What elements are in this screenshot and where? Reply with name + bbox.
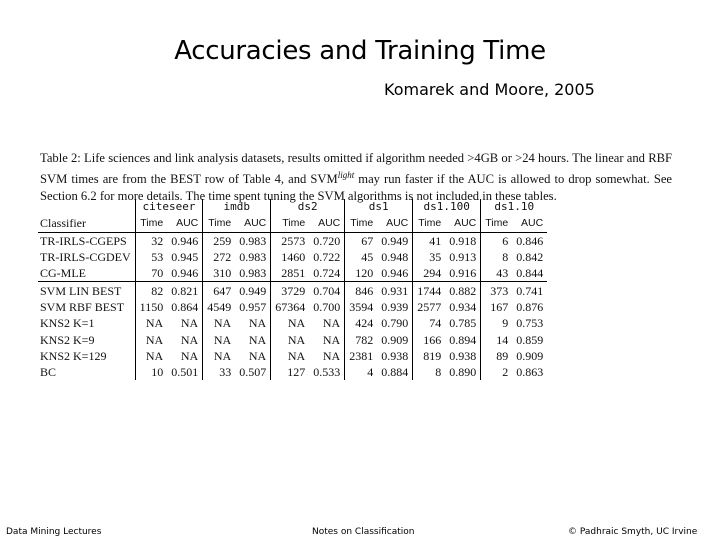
column-header-auc: AUC: [512, 215, 547, 232]
time-cell: NA: [203, 315, 236, 331]
time-cell: 2573: [271, 232, 310, 249]
time-cell: 4549: [203, 299, 236, 315]
time-cell: 127: [271, 364, 310, 380]
auc-cell: 0.864: [171, 299, 199, 314]
time-cell: 45: [345, 249, 378, 265]
time-cell: 2851: [271, 265, 310, 282]
time-cell: 294: [413, 265, 446, 282]
time-cell: 43: [481, 265, 512, 282]
time-cell: 166: [413, 331, 446, 347]
auc-cell: 0.913: [449, 250, 477, 265]
auc-cell: NA: [322, 348, 341, 363]
classifier-name: BC: [40, 365, 57, 380]
auc-cell: 0.983: [239, 233, 267, 248]
time-cell: NA: [271, 315, 310, 331]
auc-cell: 0.882: [449, 283, 477, 298]
time-cell: NA: [135, 348, 167, 364]
time-cell: 4: [345, 364, 378, 380]
time-cell: 70: [135, 265, 167, 282]
auc-cell: 0.507: [239, 365, 267, 380]
column-header-auc: AUC: [377, 215, 413, 232]
time-cell: 35: [413, 249, 446, 265]
time-cell: 6: [481, 232, 512, 249]
time-cell: 67: [345, 232, 378, 249]
footer-center: Notes on Classification: [312, 527, 415, 537]
header-blank-cell: [38, 199, 135, 215]
dataset-header-ds1-10: ds1.10: [481, 199, 547, 215]
time-cell: 82: [135, 282, 167, 299]
column-header-row: [38, 215, 547, 232]
auc-cell: 0.983: [239, 250, 267, 265]
auc-cell: 0.916: [445, 265, 481, 282]
auc-cell: NA: [322, 332, 341, 347]
table-row: [38, 299, 547, 315]
column-header-time: Time: [135, 215, 167, 232]
auc-cell: 0.909: [516, 348, 544, 363]
auc-cell: 0.949: [381, 233, 409, 248]
auc-cell: 0.946: [377, 265, 413, 282]
time-cell: 1460: [271, 249, 310, 265]
auc-cell: 0.842: [516, 250, 544, 265]
auc-cell: 0.844: [512, 265, 547, 282]
time-cell: 120: [345, 265, 378, 282]
auc-cell: 0.909: [381, 332, 409, 347]
classifier-name: KNS2 K=129: [40, 348, 107, 363]
auc-cell: NA: [248, 316, 267, 331]
slide-subtitle: Komarek and Moore, 2005: [384, 80, 595, 99]
table-row: [38, 265, 547, 282]
classifier-header: Classifier: [38, 215, 135, 232]
time-cell: 1150: [135, 299, 167, 315]
time-cell: 10: [135, 364, 167, 380]
auc-cell: 0.939: [381, 299, 409, 314]
table-row: [38, 348, 547, 364]
classifier-name: CG-MLE: [38, 265, 135, 282]
table-row: [38, 315, 547, 331]
auc-cell: 0.949: [239, 283, 267, 298]
auc-cell: 0.700: [313, 299, 341, 314]
time-cell: 647: [203, 282, 236, 299]
time-cell: 3729: [271, 282, 310, 299]
auc-cell: 0.938: [381, 348, 409, 363]
slide-title: Accuracies and Training Time: [174, 36, 546, 66]
dataset-header-ds1-100: ds1.100: [413, 199, 481, 215]
dataset-header-imdb: imdb: [203, 199, 271, 215]
auc-cell: 0.934: [449, 299, 477, 314]
time-cell: 8: [481, 249, 512, 265]
time-cell: 2: [481, 364, 512, 380]
table-row: [38, 331, 547, 347]
auc-cell: NA: [322, 316, 341, 331]
auc-cell: NA: [180, 332, 199, 347]
auc-cell: 0.957: [239, 299, 267, 314]
caption-text-part1: Table 2: Life sciences and link analysis datasets, results omitted if algorithm needed >4GB or >24 hours. The linear and RBF SVM times are from the BEST row of Table 4, and SVM: [40, 151, 672, 186]
auc-cell: 0.704: [313, 283, 341, 298]
auc-cell: 0.859: [516, 332, 544, 347]
auc-cell: 0.741: [516, 283, 544, 298]
time-cell: 53: [135, 249, 167, 265]
time-cell: NA: [135, 331, 167, 347]
classifier-name: TR-IRLS-CGEPS: [40, 233, 127, 248]
time-cell: 782: [345, 331, 378, 347]
auc-cell: 0.533: [313, 365, 341, 380]
dataset-header-ds2: ds2: [271, 199, 345, 215]
time-cell: NA: [203, 348, 236, 364]
auc-cell: 0.918: [449, 233, 477, 248]
table-row: [38, 232, 547, 249]
auc-cell: 0.501: [171, 365, 199, 380]
time-cell: 41: [413, 232, 446, 249]
results-table: [38, 199, 547, 380]
caption-text-part2: may run faster if the AUC is allowed to drop somewhat. See Section 6.2 for more details. The time spent tuning the SVM algorithms is not included in these tables.: [40, 171, 672, 203]
time-cell: 9: [481, 315, 512, 331]
auc-cell: 0.946: [171, 233, 199, 248]
auc-cell: 0.722: [313, 250, 341, 265]
auc-cell: 0.894: [449, 332, 477, 347]
classifier-name: KNS2 K=1: [40, 316, 95, 331]
auc-cell: 0.821: [171, 283, 199, 298]
dataset-header-citeseer: citeseer: [135, 199, 203, 215]
results-table-body: [38, 199, 547, 380]
classifier-name: TR-IRLS-CGDEV: [40, 250, 131, 265]
time-cell: 74: [413, 315, 446, 331]
time-cell: 310: [203, 265, 236, 282]
time-cell: 1744: [413, 282, 446, 299]
auc-cell: NA: [180, 348, 199, 363]
auc-cell: 0.983: [235, 265, 271, 282]
classifier-name: SVM LIN BEST: [40, 283, 122, 298]
time-cell: 819: [413, 348, 446, 364]
time-cell: 167: [481, 299, 512, 315]
time-cell: 272: [203, 249, 236, 265]
classifier-name: KNS2 K=9: [40, 332, 95, 347]
auc-cell: NA: [248, 332, 267, 347]
auc-cell: 0.948: [381, 250, 409, 265]
time-cell: 14: [481, 331, 512, 347]
time-cell: 259: [203, 232, 236, 249]
column-header-time: Time: [271, 215, 310, 232]
time-cell: 33: [203, 364, 236, 380]
column-header-auc: AUC: [235, 215, 271, 232]
auc-cell: 0.876: [516, 299, 544, 314]
auc-cell: 0.753: [516, 316, 544, 331]
column-header-time: Time: [481, 215, 512, 232]
column-header-time: Time: [345, 215, 378, 232]
auc-cell: 0.931: [381, 283, 409, 298]
time-cell: 2381: [345, 348, 378, 364]
time-cell: 89: [481, 348, 512, 364]
time-cell: NA: [271, 331, 310, 347]
classifier-name: SVM RBF BEST: [40, 299, 125, 314]
time-cell: 8: [413, 364, 446, 380]
column-header-time: Time: [413, 215, 446, 232]
auc-cell: 0.945: [171, 250, 199, 265]
time-cell: NA: [203, 331, 236, 347]
auc-cell: 0.785: [449, 316, 477, 331]
auc-cell: 0.846: [516, 233, 544, 248]
column-header-time: Time: [203, 215, 236, 232]
table-row: [38, 364, 547, 380]
auc-cell: 0.890: [449, 365, 477, 380]
table-caption: [40, 150, 672, 205]
time-cell: 424: [345, 315, 378, 331]
time-cell: 32: [135, 232, 167, 249]
auc-cell: 0.946: [167, 265, 203, 282]
auc-cell: 0.790: [381, 316, 409, 331]
auc-cell: 0.884: [381, 365, 409, 380]
time-cell: NA: [271, 348, 310, 364]
auc-cell: 0.938: [449, 348, 477, 363]
time-cell: 3594: [345, 299, 378, 315]
dataset-header-row: [38, 199, 547, 215]
auc-cell: 0.724: [309, 265, 345, 282]
time-cell: 67364: [271, 299, 310, 315]
auc-cell: 0.720: [313, 233, 341, 248]
time-cell: 846: [345, 282, 378, 299]
dataset-header-ds1: ds1: [345, 199, 413, 215]
footer-right: © Padhraic Smyth, UC Irvine: [568, 527, 698, 537]
column-header-auc: AUC: [445, 215, 481, 232]
table-row: [38, 249, 547, 265]
time-cell: 2577: [413, 299, 446, 315]
table-row: [38, 282, 547, 299]
auc-cell: NA: [180, 316, 199, 331]
time-cell: 373: [481, 282, 512, 299]
auc-cell: NA: [248, 348, 267, 363]
caption-superscript: light: [337, 169, 355, 180]
column-header-auc: AUC: [309, 215, 345, 232]
footer-left: Data Mining Lectures: [6, 527, 102, 537]
time-cell: NA: [135, 315, 167, 331]
auc-cell: 0.863: [516, 365, 544, 380]
column-header-auc: AUC: [167, 215, 203, 232]
